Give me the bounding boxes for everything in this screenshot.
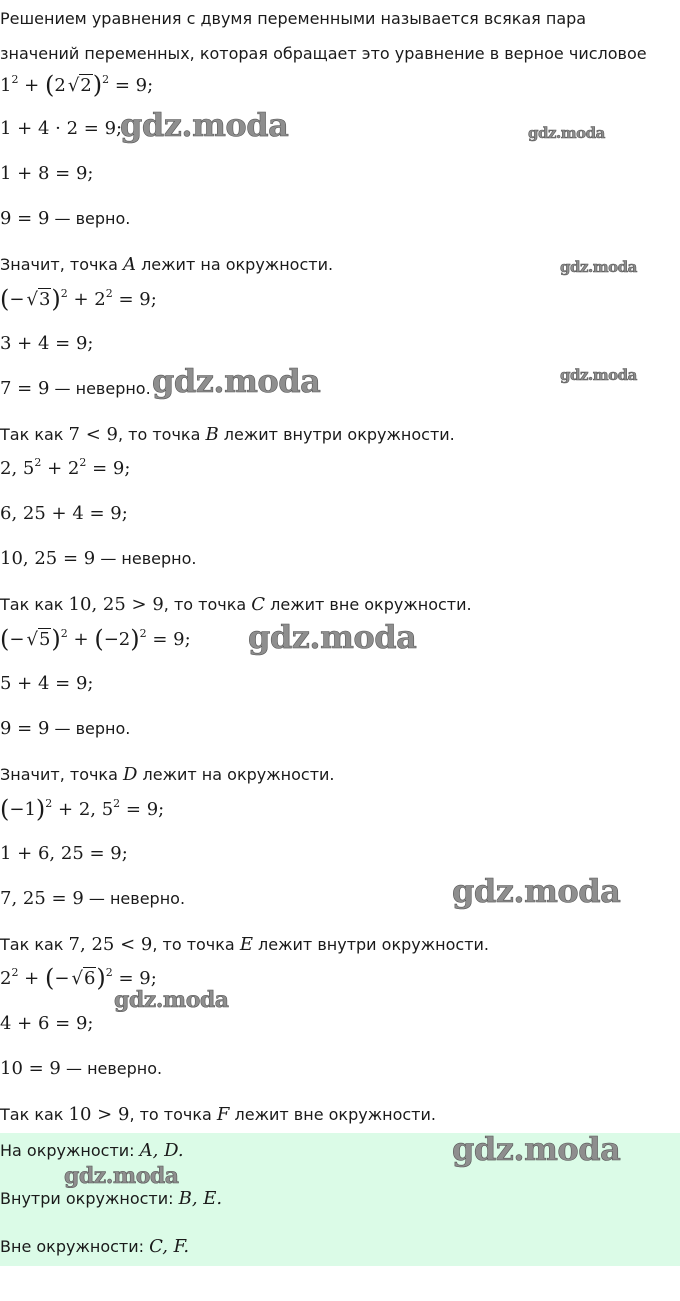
conclusion-f: Так как 10 > 9, то точка F лежит вне окружности. — [0, 1104, 436, 1125]
equation-d-2: 5 + 4 = 9; — [0, 673, 94, 694]
equation-d-3: 9 = 9 — верно. — [0, 718, 131, 739]
watermark: gdz.moda — [120, 106, 289, 144]
equation-f-2: 4 + 6 = 9; — [0, 1013, 94, 1034]
intro-line-2: значений переменных, которая обращает это уравнение в верное числовое — [0, 44, 647, 63]
equation-b-3: 7 = 9 — неверно. — [0, 378, 151, 399]
equation-a-2: 1 + 4 · 2 = 9; — [0, 118, 123, 139]
equation-d-1: (− $√5)^2 + (-2)^2 = 9$; — [0, 625, 191, 653]
equation-b-2: 3 + 4 = 9; — [0, 333, 94, 354]
watermark: gdz.moda — [64, 1163, 179, 1189]
conclusion-a: Значит, точка A лежит на окружности. — [0, 254, 334, 275]
watermark: gdz.moda — [114, 987, 229, 1013]
conclusion-b: Так как 7 < 9, то точка B лежит внутри окружности. — [0, 424, 455, 445]
equation-b-1: (− $√3)^2 + 2^2 = 9$; — [0, 285, 157, 313]
watermark: gdz.moda — [528, 124, 605, 142]
equation-f-3: 10 = 9 — неверно. — [0, 1058, 163, 1079]
watermark: gdz.moda — [152, 362, 321, 400]
watermark: gdz.moda — [452, 872, 621, 910]
equation-c-2: 6, 25 + 4 = 9; — [0, 503, 128, 524]
equation-c-3: 10, 25 = 9 — неверно. — [0, 548, 197, 569]
watermark: gdz.moda — [560, 258, 637, 276]
equation-f-1: $2^2$ + (− √6)$^2$ = 9; — [0, 964, 157, 992]
equation-a-4: 9 = 9 — верно. — [0, 208, 131, 229]
answer-outside-circle: Вне окружности: C, F. — [0, 1236, 190, 1257]
equation-e-1: $(-1)^2 + 2$, $5^2 = 9$; — [0, 795, 165, 823]
equation-e-2: 1 + 6, 25 = 9; — [0, 843, 128, 864]
watermark: gdz.moda — [452, 1130, 621, 1168]
equation-c-1: 2, $5^2 + 2^2 = 9$; — [0, 456, 131, 479]
intro-line-1: Решением уравнения с двумя переменными называется всякая пара — [0, 9, 587, 28]
conclusion-c: Так как 10, 25 > 9, то точка C лежит вне окружности. — [0, 594, 472, 615]
watermark: gdz.moda — [248, 618, 417, 656]
watermark: gdz.moda — [560, 366, 637, 384]
equation-a-3: 1 + 8 = 9; — [0, 163, 94, 184]
equation-e-3: 7, 25 = 9 — неверно. — [0, 888, 186, 909]
answer-inside-circle: Внутри окружности: B, E. — [0, 1188, 223, 1209]
conclusion-e: Так как 7, 25 < 9, то точка E лежит внутри окружности. — [0, 934, 489, 955]
conclusion-d: Значит, точка D лежит на окружности. — [0, 764, 335, 785]
answer-on-circle: На окружности: A, D. — [0, 1140, 184, 1161]
equation-a-1: $1^2 + (2$ √2)$^2$ = 9; — [0, 71, 154, 99]
